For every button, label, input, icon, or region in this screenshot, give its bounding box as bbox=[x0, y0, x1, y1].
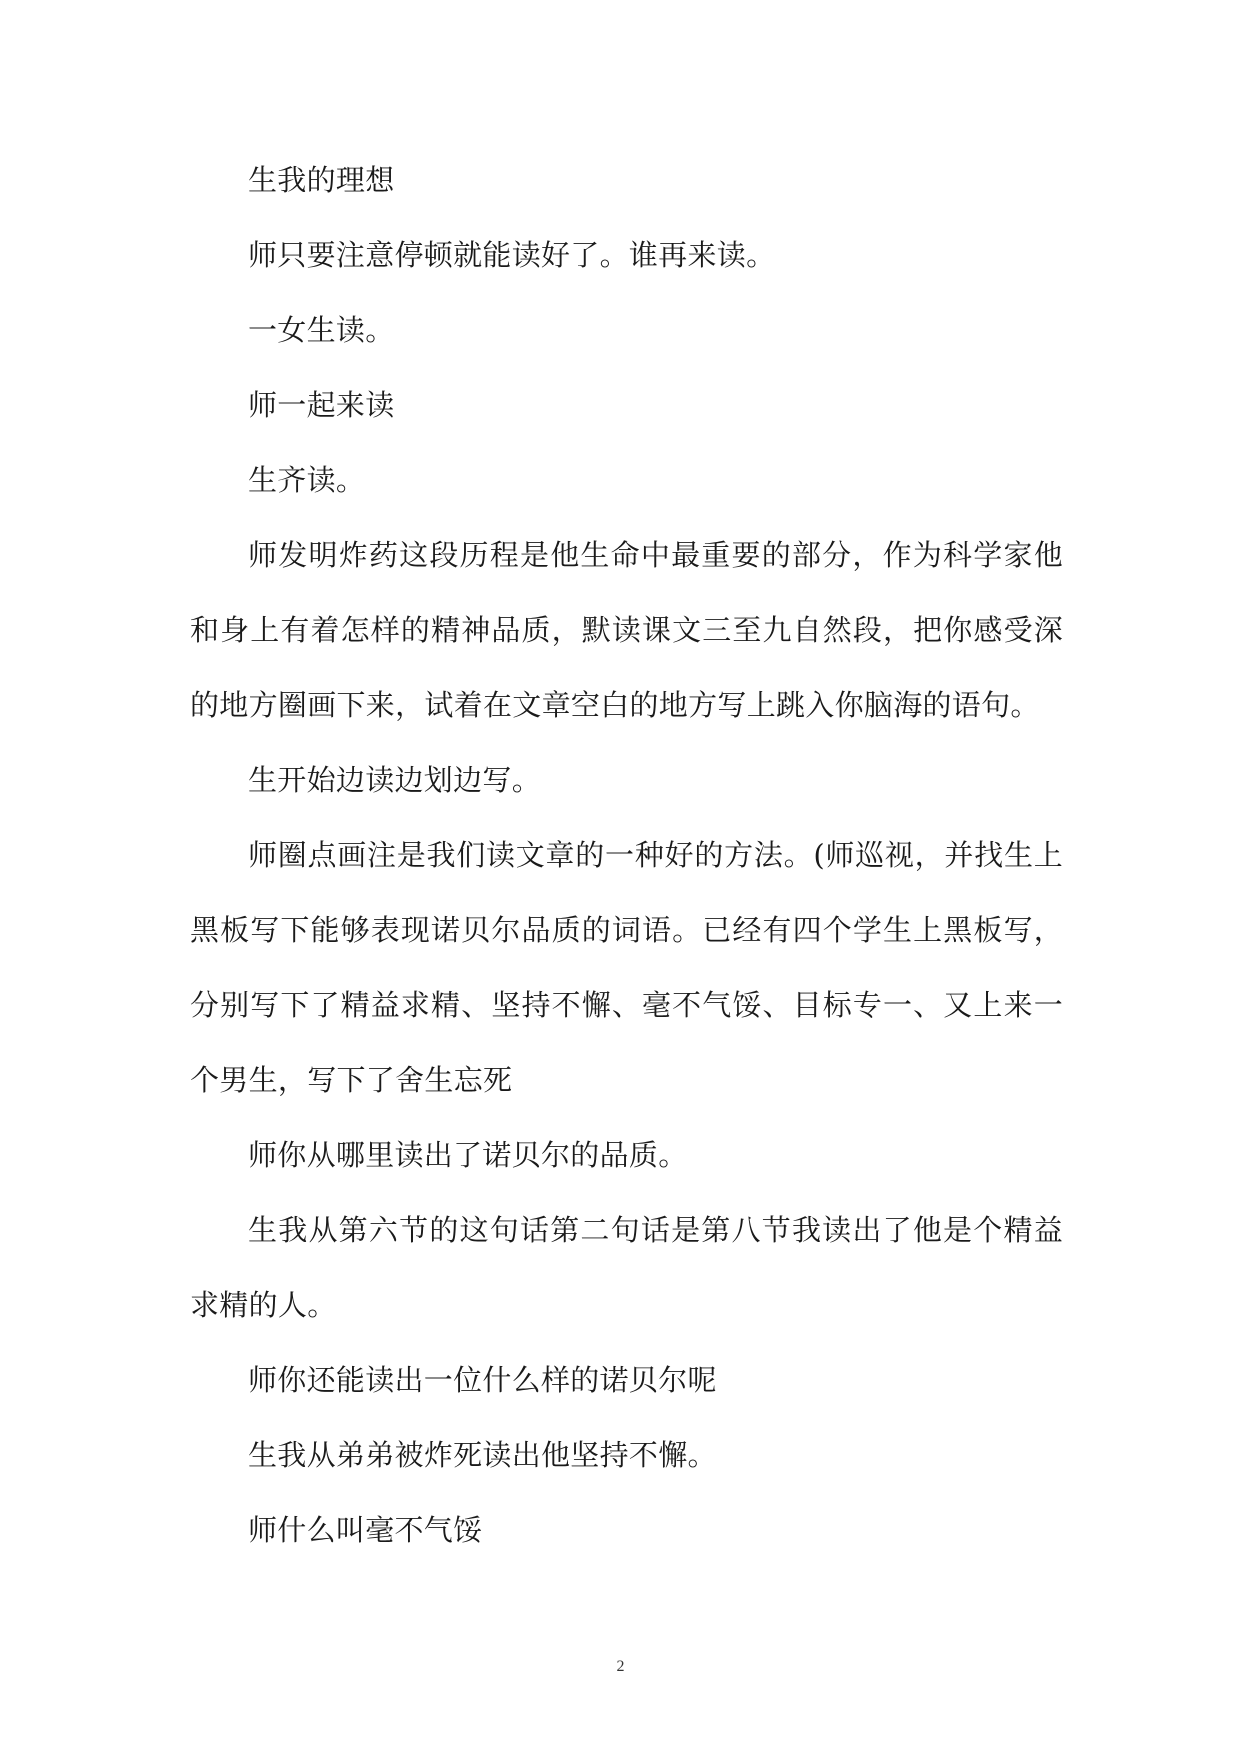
paragraph: 师发明炸药这段历程是他生命中最重要的部分，作为科学家他和身上有着怎样的精神品质，默读课文三至九自然段，把你感受深的地方圈画下来，试着在文章空白的地方写上跳入你脑海的语句。 bbox=[190, 538, 1063, 722]
paragraph: 师圈点画注是我们读文章的一种好的方法。(师巡视，并找生上黑板写下能够表现诺贝尔品质的词语。已经有四个学生上黑板写，分别写下了精益求精、坚持不懈、毫不气馁、目标专一、又上来一个男生，写下了舍生忘死 bbox=[190, 838, 1063, 1097]
paragraph: 师你还能读出一位什么样的诺贝尔呢 bbox=[248, 1363, 717, 1397]
paragraph: 生我从弟弟被炸死读出他坚持不懈。 bbox=[248, 1438, 717, 1472]
paragraph: 师你从哪里读出了诺贝尔的品质。 bbox=[248, 1138, 688, 1172]
page-number: 2 bbox=[616, 1658, 625, 1675]
paragraph: 生开始边读边划边写。 bbox=[248, 763, 542, 797]
paragraph: 生齐读。 bbox=[248, 463, 366, 497]
document-body bbox=[190, 143, 1063, 1568]
paragraph: 一女生读。 bbox=[248, 313, 395, 347]
paragraph: 师什么叫毫不气馁 bbox=[248, 1513, 483, 1547]
paragraph: 师只要注意停顿就能读好了。谁再来读。 bbox=[248, 238, 776, 272]
paragraph: 生我从第六节的这句话第二句话是第八节我读出了他是个精益求精的人。 bbox=[190, 1213, 1063, 1322]
paragraph: 生我的理想 bbox=[248, 163, 395, 197]
paragraph: 师一起来读 bbox=[248, 388, 395, 422]
